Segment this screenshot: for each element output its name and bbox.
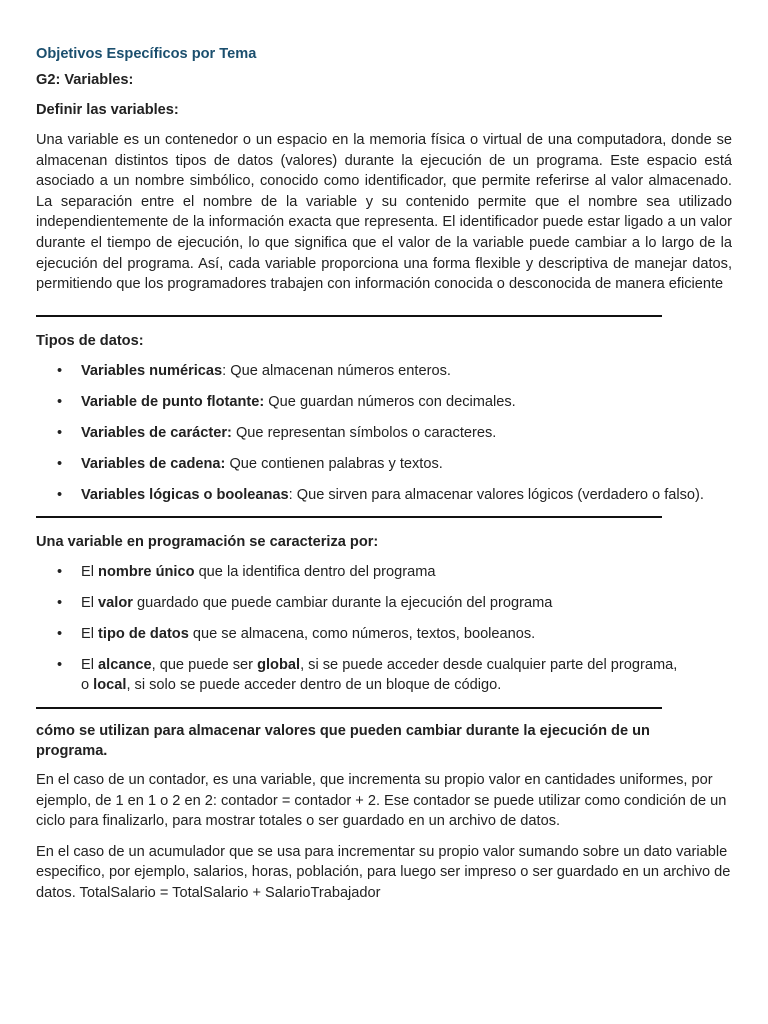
bullet: • [57, 563, 63, 580]
text-run: , si se puede acceder desde cualquier parte del programa, [300, 656, 678, 673]
characteristics-heading: Una variable en programación se caracteriza por: [36, 533, 379, 550]
list-item [36, 454, 732, 475]
type-description: Que representan símbolos o caracteres. [231, 424, 497, 441]
type-description: : Que almacenan números enteros. [222, 362, 451, 379]
divider [36, 315, 662, 317]
type-term: Variable de punto flotante: [81, 393, 265, 410]
list-item [36, 392, 732, 413]
characteristic-term: valor [98, 594, 133, 611]
type-description: Que guardan números con decimales. [264, 393, 516, 410]
text-run: guardado que puede cambiar durante la ejecución del programa [132, 594, 553, 611]
list-item [36, 593, 732, 614]
list-item [36, 485, 732, 506]
type-description: Que contienen palabras y textos. [225, 455, 443, 472]
text-run: , si solo se puede acceder dentro de un bloque de código. [126, 677, 502, 694]
text-run: El [81, 563, 99, 580]
type-term: Variables numéricas [81, 362, 223, 379]
characteristic-term: local [93, 677, 127, 694]
types-heading: Tipos de datos: [36, 332, 144, 349]
bullet: • [57, 594, 63, 611]
list-item [36, 655, 732, 696]
text-run: El [81, 594, 99, 611]
definition-paragraph: Una variable es un contenedor o un espacio en la memoria física o virtual de una computadora, donde se almacenan distintos tipos de datos (valores) durante la ejecución de un programa. Este espacio está asociado a un nombre simbólico, conocido como identificador, que permite referirse al valor almacenado. La separación entre el nombre de la variable y su contenido permite que el nombre sea utilizado independientemente de la información exacta que representa. El identificador puede estar ligado a un valor durante el tiempo de ejecución, lo que significa que el valor de la variable puede cambiar a lo largo de la ejecución del programa. Así, cada variable proporciona una forma flexible y descriptiva de manejar datos, permitiendo que los programadores trabajen con información conocida o desconocida de manera eficiente [36, 132, 732, 293]
bullet: • [57, 424, 63, 441]
characteristic-term: global [257, 656, 301, 673]
list-item [36, 624, 732, 645]
text-run: El [81, 656, 99, 673]
characteristic-term: nombre único [98, 563, 195, 580]
characteristic-term: alcance [98, 656, 152, 673]
bullet: • [57, 486, 63, 503]
define-heading: Definir las variables: [36, 102, 179, 118]
characteristics-list [36, 562, 732, 696]
bullet: • [57, 455, 63, 472]
topic-title: Objetivos Específicos por Tema [36, 46, 257, 62]
list-item [36, 423, 732, 444]
accumulator-paragraph: En el caso de un acumulador que se usa para incrementar su propio valor sumando sobre un dato variable especifico, por ejemplo, salarios, horas, población, para luego ser impreso o ser guardado en un archivo de datos. TotalSalario = TotalSalario + SalarioTrabajador [36, 843, 731, 901]
bullet: • [57, 656, 63, 673]
type-term: Variables de cadena: [81, 455, 226, 472]
text-run: que la identifica dentro del programa [194, 563, 436, 580]
text-run: , que puede ser [151, 656, 258, 673]
usage-heading-line: programa. [36, 743, 108, 760]
types-list [36, 361, 732, 506]
divider [36, 516, 662, 518]
bullet: • [57, 393, 63, 410]
list-item [36, 361, 732, 382]
type-term: Variables de carácter: [81, 424, 232, 441]
bullet: • [57, 362, 63, 379]
type-description: : Que sirven para almacenar valores lógicos (verdadero o falso). [288, 486, 704, 503]
divider [36, 707, 662, 709]
text-run: que se almacena, como números, textos, booleanos. [188, 625, 536, 642]
bullet: • [57, 625, 63, 642]
section-heading-g2: G2: Variables: [36, 72, 134, 88]
characteristic-term: tipo de datos [98, 625, 189, 642]
text-run: o [81, 677, 94, 694]
usage-heading-line: cómo se utilizan para almacenar valores que pueden cambiar durante la ejecución de un [36, 722, 650, 739]
text-run: El [81, 625, 99, 642]
usage-heading [36, 721, 732, 762]
type-term: Variables lógicas o booleanas [81, 486, 289, 503]
list-item [36, 562, 732, 583]
counter-paragraph: En el caso de un contador, es una variable, que incrementa su propio valor en cantidades uniformes, por ejemplo, de 1 en 1 o 2 en 2: contador = contador + 2. Ese contador se puede utilizar como condición de un ciclo para finalizarlo, para mostrar totales o ser guardado en un archivo de datos. [36, 772, 727, 830]
